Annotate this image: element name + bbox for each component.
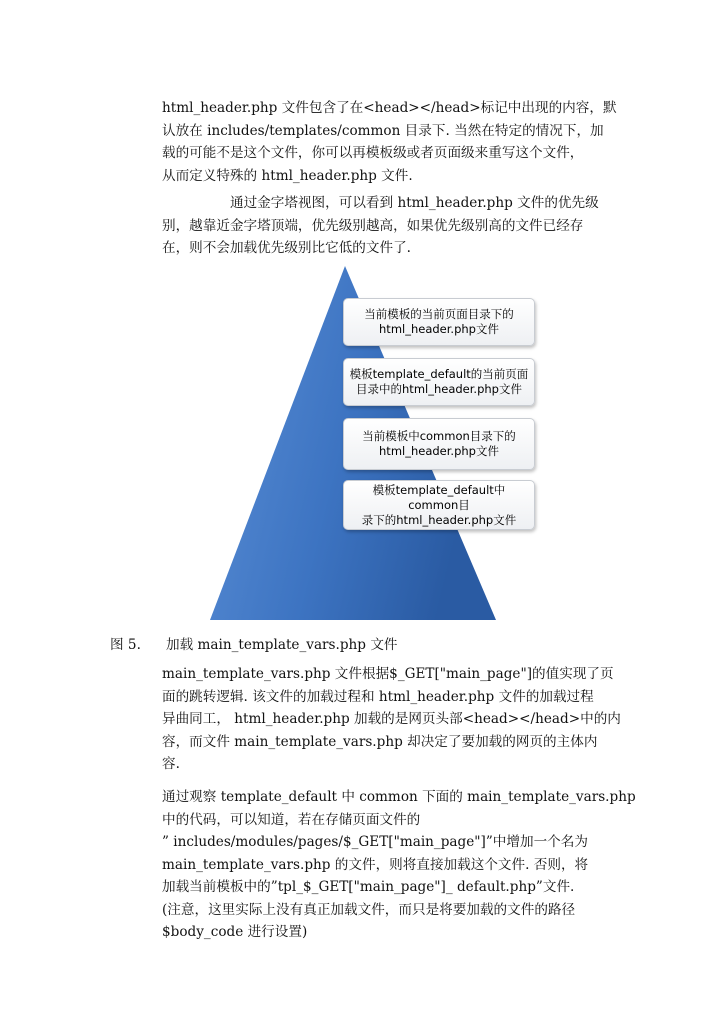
text-line: 通过金字塔视图，可以看到 html_header.php 文件的优先级 <box>230 195 599 211</box>
text-line: $body_code 进行设置) <box>162 924 308 940</box>
tier-text: 录下的html_header.php文件 <box>361 512 517 527</box>
text-line: 面的跳转逻辑. 该文件的加载过程和 html_header.php 文件的加载过程 <box>162 688 594 705</box>
paragraph-html-header-intro <box>162 97 632 187</box>
tier-text: 模板template_default的当前页面 <box>349 367 529 381</box>
paragraph-main-template-vars <box>162 663 632 776</box>
text-line: main_template_vars.php 的文件，则将直接加载这个文件. 否则，将 <box>162 856 589 873</box>
figure-caption <box>110 633 398 653</box>
text-line: 从而定义特殊的 html_header.php 文件. <box>162 167 413 184</box>
text-line: 中的代码，可以知道，若在存储页面文件的 <box>162 811 421 828</box>
tier-text: 当前模板的当前页面目录下的 <box>364 307 514 321</box>
text-line: html_header.php 文件包含了在<head></head>标记中出现的内容，默 <box>162 100 617 116</box>
tier-text: 目录中的html_header.php文件 <box>356 382 522 396</box>
text-line: 通过观察 template_default 中 common 下面的 main_template_vars.php <box>162 789 636 805</box>
tier-text: 模板template_default中common目 <box>372 482 506 512</box>
tier-text: 当前模板中common目录下的 <box>362 429 516 443</box>
paragraph-pyramid-explanation <box>162 192 632 260</box>
text-line: 载的可能不是这个文件，你可以再模板级或者页面级来重写这个文件， <box>162 145 584 161</box>
pyramid-tier-3 <box>343 418 535 470</box>
text-line: main_template_vars.php 文件根据$_GET["main_page"]的值实现了页 <box>162 666 614 682</box>
text-line: 别，越靠近金字塔顶端，优先级别越高，如果优先级别高的文件已经存 <box>162 217 584 234</box>
pyramid-tier-1 <box>343 298 535 346</box>
pyramid-tier-2 <box>343 358 535 406</box>
tier-text: html_header.php文件 <box>379 444 499 458</box>
text-line: ” includes/modules/pages/$_GET["main_page"]”中增加一个名为 <box>162 834 588 850</box>
text-line: 认放在 includes/templates/common 目录下. 当然在特定的情况下，加 <box>162 122 604 139</box>
text-line: 容. <box>162 756 180 772</box>
tier-text: html_header.php文件 <box>379 322 499 336</box>
text-line: 异曲同工， html_header.php 加载的是网页头部<head></head>中的内 <box>162 711 621 727</box>
figure-title: 加载 main_template_vars.php 文件 <box>166 637 398 653</box>
pyramid-tier-4 <box>343 480 535 530</box>
paragraph-loading-logic <box>162 786 636 944</box>
figure-label: 图 5. <box>110 637 141 653</box>
text-line: 在，则不会加载优先级别比它低的文件了. <box>162 240 412 256</box>
text-line: 加载当前模板中的”tpl_$_GET["main_page"]_ default.php”文件. <box>162 879 575 895</box>
text-line: (注意，这里实际上没有真正加载文件，而只是将要加载的文件的路径 <box>162 901 576 918</box>
text-line: 容，而文件 main_template_vars.php 却决定了要加载的网页的主体内 <box>162 733 598 750</box>
